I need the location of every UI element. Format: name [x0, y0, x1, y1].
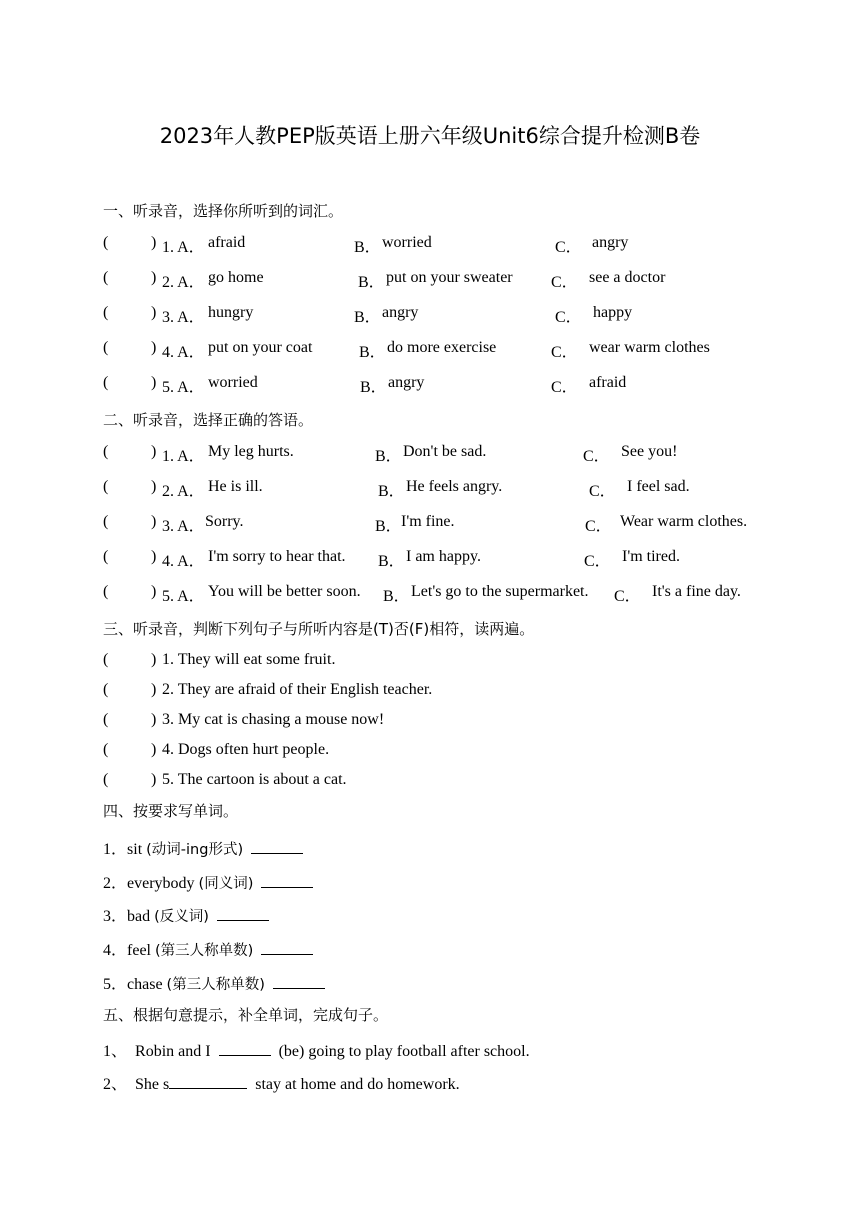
option-b: He feels angry.	[406, 478, 503, 495]
answer-paren-close: )	[151, 681, 157, 698]
answer-blank[interactable]	[217, 906, 269, 921]
option-a: hungry	[208, 304, 254, 321]
option-b: Let's go to the supermarket.	[411, 583, 589, 600]
answer-paren-open: (	[103, 548, 109, 565]
question-number: 4. A．	[162, 553, 205, 570]
option-b: do more exercise	[387, 339, 497, 356]
answer-blank[interactable]	[219, 1041, 271, 1056]
part4-item	[103, 971, 325, 994]
item-word: feel	[127, 942, 151, 959]
item-word: everybody	[127, 875, 195, 892]
item-number: 1、	[103, 1043, 128, 1060]
answer-paren-close: )	[151, 771, 157, 788]
item-hint: (第三人称单数)	[155, 943, 254, 959]
answer-paren-open: (	[103, 513, 109, 530]
item-number: 5．	[103, 976, 128, 993]
answer-paren-close: )	[151, 443, 157, 460]
item-number: 2．	[103, 875, 128, 892]
part5-item	[103, 1071, 460, 1094]
option-c-label: C．	[585, 518, 612, 535]
option-c: see a doctor	[589, 269, 666, 286]
item-number: 4．	[103, 942, 128, 959]
answer-paren-close: )	[151, 339, 157, 356]
sentence-start: She s	[135, 1076, 170, 1093]
answer-paren-open: (	[103, 478, 109, 495]
option-c: happy	[593, 304, 633, 321]
answer-blank[interactable]	[251, 839, 303, 854]
statement-text: 3. My cat is chasing a mouse now!	[162, 711, 385, 728]
section-heading-3: 三、听录音，判断下列句子与所听内容是(T)否(F)相符，读两遍。	[103, 620, 535, 638]
answer-paren-close: )	[151, 304, 157, 321]
item-hint: (动词-ing形式)	[146, 842, 244, 858]
question-number: 1. A．	[162, 239, 205, 256]
answer-paren-close: )	[151, 583, 157, 600]
answer-paren-open: (	[103, 374, 109, 391]
option-b: angry	[382, 304, 419, 321]
section-heading-2: 二、听录音，选择正确的答语。	[103, 411, 314, 429]
answer-blank[interactable]	[261, 873, 313, 888]
statement-text: 4. Dogs often hurt people.	[162, 741, 330, 758]
question-number: 5. A．	[162, 379, 205, 396]
sentence-start: Robin and I	[135, 1043, 211, 1060]
option-a: put on your coat	[208, 339, 313, 356]
answer-paren-close: )	[151, 374, 157, 391]
question-number: 3. A．	[162, 518, 205, 535]
option-c-label: C．	[614, 588, 641, 605]
option-c: See you!	[621, 443, 678, 460]
answer-paren-close: )	[151, 234, 157, 251]
question-number: 1. A．	[162, 448, 205, 465]
statement-text: 1. They will eat some fruit.	[162, 651, 336, 668]
option-b: Don't be sad.	[403, 443, 487, 460]
answer-paren-open: (	[103, 269, 109, 286]
answer-paren-open: (	[103, 234, 109, 251]
answer-paren-open: (	[103, 711, 109, 728]
answer-paren-close: )	[151, 651, 157, 668]
option-c-label: C．	[584, 553, 611, 570]
option-c-label: C．	[551, 274, 578, 291]
answer-paren-close: )	[151, 741, 157, 758]
item-word: bad	[127, 908, 151, 925]
option-c: angry	[592, 234, 629, 251]
option-a: go home	[208, 269, 264, 286]
question-number: 2. A．	[162, 274, 205, 291]
answer-blank[interactable]	[261, 940, 313, 955]
option-c-label: C．	[551, 379, 578, 396]
question-number: 2. A．	[162, 483, 205, 500]
item-word: chase	[127, 976, 163, 993]
option-b-label: B．	[354, 239, 381, 256]
section-heading-1: 一、听录音，选择你所听到的词汇。	[103, 202, 344, 220]
section-heading-4: 四、按要求写单词。	[103, 802, 239, 820]
answer-blank[interactable]	[273, 974, 325, 989]
item-hint: (第三人称单数)	[166, 977, 265, 993]
answer-blank[interactable]	[169, 1074, 247, 1089]
option-c: wear warm clothes	[589, 339, 710, 356]
option-a: I'm sorry to hear that.	[208, 548, 346, 565]
option-c-label: C．	[551, 344, 578, 361]
option-c: Wear warm clothes.	[620, 513, 748, 530]
option-a: afraid	[208, 234, 246, 251]
part4-item	[103, 870, 313, 893]
answer-paren-open: (	[103, 741, 109, 758]
item-hint: (同义词)	[198, 876, 254, 892]
option-b-label: B．	[378, 483, 405, 500]
option-b-label: B．	[375, 518, 402, 535]
sentence-end: (be) going to play football after school.	[278, 1043, 530, 1060]
sentence-end: stay at home and do homework.	[255, 1076, 460, 1093]
option-b: put on your sweater	[386, 269, 513, 286]
part5-item	[103, 1038, 530, 1061]
section-heading-5: 五、根据句意提示，补全单词，完成句子。	[103, 1006, 389, 1024]
option-c: afraid	[589, 374, 627, 391]
answer-paren-open: (	[103, 651, 109, 668]
item-hint: (反义词)	[154, 909, 209, 925]
question-number: 4. A．	[162, 344, 205, 361]
option-a: Sorry.	[205, 513, 244, 530]
answer-paren-close: )	[151, 513, 157, 530]
answer-paren-open: (	[103, 681, 109, 698]
answer-paren-open: (	[103, 583, 109, 600]
question-number: 3. A．	[162, 309, 205, 326]
answer-paren-close: )	[151, 548, 157, 565]
statement-text: 5. The cartoon is about a cat.	[162, 771, 347, 788]
option-a: He is ill.	[208, 478, 263, 495]
option-c: I feel sad.	[627, 478, 690, 495]
answer-paren-open: (	[103, 339, 109, 356]
option-b: worried	[382, 234, 432, 251]
answer-paren-close: )	[151, 269, 157, 286]
option-b: I'm fine.	[401, 513, 455, 530]
option-b-label: B．	[354, 309, 381, 326]
option-c-label: C．	[555, 309, 582, 326]
option-c-label: C．	[589, 483, 616, 500]
answer-paren-close: )	[151, 478, 157, 495]
option-b-label: B．	[359, 344, 386, 361]
answer-paren-open: (	[103, 304, 109, 321]
option-b: angry	[388, 374, 425, 391]
option-b-label: B．	[383, 588, 410, 605]
option-c-label: C．	[555, 239, 582, 256]
option-c-label: C．	[583, 448, 610, 465]
item-number: 2、	[103, 1076, 128, 1093]
page-title: 2023年人教PEP版英语上册六年级Unit6综合提升检测B卷	[159, 124, 701, 148]
item-number: 1．	[103, 841, 128, 858]
statement-text: 2. They are afraid of their English teacher.	[162, 681, 433, 698]
option-b-label: B．	[358, 274, 385, 291]
item-word: sit	[127, 841, 143, 858]
option-c: I'm tired.	[622, 548, 680, 565]
part4-item	[103, 903, 269, 926]
option-a: My leg hurts.	[208, 443, 294, 460]
option-b: I am happy.	[406, 548, 481, 565]
part4-item	[103, 836, 303, 859]
option-b-label: B．	[360, 379, 387, 396]
option-a: You will be better soon.	[208, 583, 361, 600]
question-number: 5. A．	[162, 588, 205, 605]
answer-paren-open: (	[103, 443, 109, 460]
answer-paren-open: (	[103, 771, 109, 788]
option-a: worried	[208, 374, 258, 391]
answer-paren-close: )	[151, 711, 157, 728]
option-b-label: B．	[375, 448, 402, 465]
item-number: 3．	[103, 908, 128, 925]
option-b-label: B．	[378, 553, 405, 570]
part4-item	[103, 937, 313, 960]
option-c: It's a fine day.	[652, 583, 741, 600]
